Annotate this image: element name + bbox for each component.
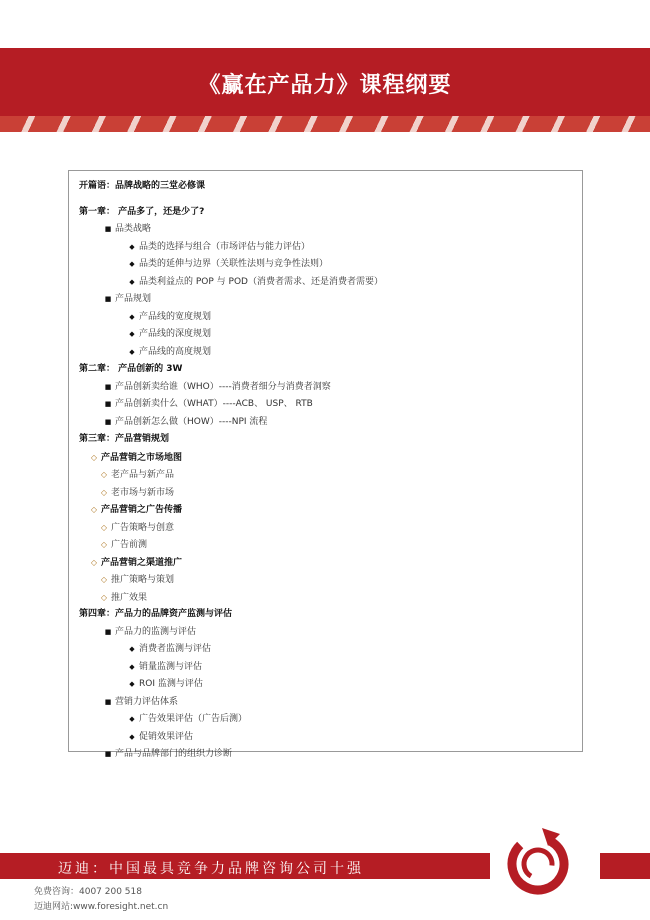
- square-bullet-icon: ■: [104, 417, 112, 426]
- top-margin: [0, 0, 650, 48]
- outline-chapter-heading: [79, 178, 582, 196]
- outline-item-text: 产品线的宽度规划: [139, 311, 212, 322]
- outline-item-text: 产品营销之广告传播: [101, 505, 183, 515]
- outline-item-text: 产品营销之渠道推广: [101, 557, 183, 568]
- outline-item-text: 第三章：产品营销规划: [79, 434, 170, 444]
- outline-item: [79, 589, 582, 607]
- outline-item: [79, 326, 582, 344]
- outline-item: [79, 484, 582, 502]
- outline-spacer: [79, 196, 582, 204]
- outline-item: [79, 379, 582, 397]
- diamond-bullet-icon: ◆: [129, 662, 135, 671]
- outline-item: [79, 659, 582, 677]
- outline-item: [79, 291, 582, 309]
- diamond-bullet-icon: ◆: [129, 347, 135, 356]
- hollow-diamond-bullet-icon: ◇: [100, 592, 108, 602]
- outline-item-text: 品类的延伸与边界（关联性法则与竞争性法则）: [139, 259, 329, 269]
- outline-item-text: 营销力评估体系: [115, 696, 179, 707]
- circular-arrow-logo-icon: [498, 822, 578, 902]
- outline-chapter-heading: [79, 361, 582, 379]
- square-bullet-icon: ■: [104, 697, 112, 706]
- outline-item-text: 品类利益点的 POP 与 POD（消费者需求、还是消费者需要）: [139, 276, 383, 287]
- outline-item-text: 产品线的深度规划: [139, 329, 212, 339]
- outline-item-text: 产品力的监测与评估: [115, 626, 197, 637]
- outline-item-text: 产品规划: [115, 294, 152, 304]
- outline-item-text: 产品与品牌部门的组织力诊断: [115, 749, 233, 759]
- outline-item: [79, 711, 582, 729]
- outline-item: [79, 746, 582, 764]
- outline-item: [79, 694, 582, 712]
- outline-item: [79, 466, 582, 484]
- outline-item-text: 老产品与新产品: [111, 470, 175, 480]
- outline-item: [79, 449, 582, 467]
- outline-item: [79, 396, 582, 414]
- outline-item-text: 销量监测与评估: [139, 661, 203, 672]
- outline-item: [79, 519, 582, 537]
- square-bullet-icon: ■: [104, 400, 112, 408]
- outline-item-text: 产品创新怎么做（HOW）----NPI 流程: [115, 416, 268, 427]
- outline-item-text: 第一章： 产品多了，还是少了?: [79, 206, 205, 217]
- diamond-bullet-icon: ◆: [129, 680, 135, 688]
- header-banner: [0, 48, 650, 116]
- outline-chapter-heading: [79, 606, 582, 624]
- footer-slogan: 迈迪：中国最具竞争力品牌咨询公司十强: [58, 861, 364, 877]
- outline-item: [79, 501, 582, 519]
- course-outline-box: [68, 170, 583, 759]
- hollow-diamond-bullet-icon: ◇: [100, 470, 108, 479]
- outline-item-text: 产品线的高度规划: [139, 346, 212, 357]
- outline-item: [79, 729, 582, 747]
- diamond-bullet-icon: ◆: [129, 732, 135, 741]
- diamond-bullet-icon: ◆: [129, 277, 135, 286]
- diamond-bullet-icon: ◆: [129, 715, 135, 723]
- outline-item-text: 品类的选择与组合（市场评估与能力评估）: [139, 241, 311, 252]
- diamond-bullet-icon: ◆: [129, 312, 135, 321]
- outline-item: [79, 221, 582, 239]
- outline-item-text: 产品创新卖什么（WHAT）----ACB、 USP、 RTB: [115, 399, 313, 409]
- outline-item: [79, 676, 582, 694]
- outline-chapter-heading: [79, 431, 582, 449]
- square-bullet-icon: ■: [104, 627, 112, 636]
- outline-item: [79, 256, 582, 274]
- page-title: 《赢在产品力》课程纲要: [198, 73, 452, 98]
- hollow-diamond-bullet-icon: ◇: [90, 557, 98, 567]
- outline-item: [79, 414, 582, 432]
- outline-item: [79, 309, 582, 327]
- outline-item: [79, 274, 582, 292]
- outline-item: [79, 536, 582, 554]
- outline-item-text: 广告策略与创意: [111, 522, 175, 533]
- outline-item-text: 广告效果评估（广告后测）: [139, 714, 248, 724]
- outline-item: [79, 344, 582, 362]
- square-bullet-icon: ■: [104, 295, 112, 303]
- hollow-diamond-bullet-icon: ◇: [100, 522, 108, 532]
- diamond-bullet-icon: ◆: [129, 242, 135, 251]
- outline-item-text: 产品创新卖给谁（WHO）----消费者细分与消费者洞察: [115, 381, 331, 392]
- hollow-diamond-bullet-icon: ◇: [100, 540, 108, 549]
- outline-item: [79, 624, 582, 642]
- square-bullet-icon: ■: [104, 225, 112, 233]
- hollow-diamond-bullet-icon: ◇: [100, 575, 108, 584]
- square-bullet-icon: ■: [104, 750, 112, 758]
- footer-phone: 免费咨询：4007 200 518: [34, 887, 142, 897]
- diamond-bullet-icon: ◆: [129, 330, 135, 338]
- outline-item-text: 消费者监测与评估: [139, 644, 212, 654]
- hollow-diamond-bullet-icon: ◇: [90, 505, 98, 514]
- outline-item-text: 老市场与新市场: [111, 487, 175, 498]
- hollow-diamond-bullet-icon: ◇: [100, 487, 108, 497]
- outline-item-text: 第四章：产品力的品牌资产监测与评估: [79, 609, 233, 619]
- outline-item-text: 促销效果评估: [139, 731, 194, 742]
- hollow-diamond-bullet-icon: ◇: [90, 452, 98, 462]
- outline-item-text: 产品营销之市场地图: [101, 452, 183, 463]
- outline-item-text: 推广策略与策划: [111, 575, 175, 585]
- outline-item: [79, 641, 582, 659]
- outline-item-text: 开篇语：品牌战略的三堂必修课: [79, 181, 206, 191]
- outline-item-text: ROI 监测与评估: [139, 679, 203, 689]
- outline-item-text: 品类战略: [115, 224, 152, 234]
- outline-chapter-heading: [79, 204, 582, 222]
- diamond-bullet-icon: ◆: [129, 260, 135, 268]
- footer-website[interactable]: 迈迪网站:www.foresight.net.cn: [34, 902, 169, 912]
- diamond-bullet-icon: ◆: [129, 645, 135, 653]
- decorative-stripe: [0, 116, 650, 132]
- outline-item: [79, 554, 582, 572]
- outline-item: [79, 239, 582, 257]
- square-bullet-icon: ■: [104, 382, 112, 391]
- outline-item-text: 推广效果: [111, 592, 148, 603]
- outline-item: [79, 571, 582, 589]
- outline-item-text: 第二章： 产品创新的 3W: [79, 364, 183, 374]
- outline-item-text: 广告前测: [111, 540, 148, 550]
